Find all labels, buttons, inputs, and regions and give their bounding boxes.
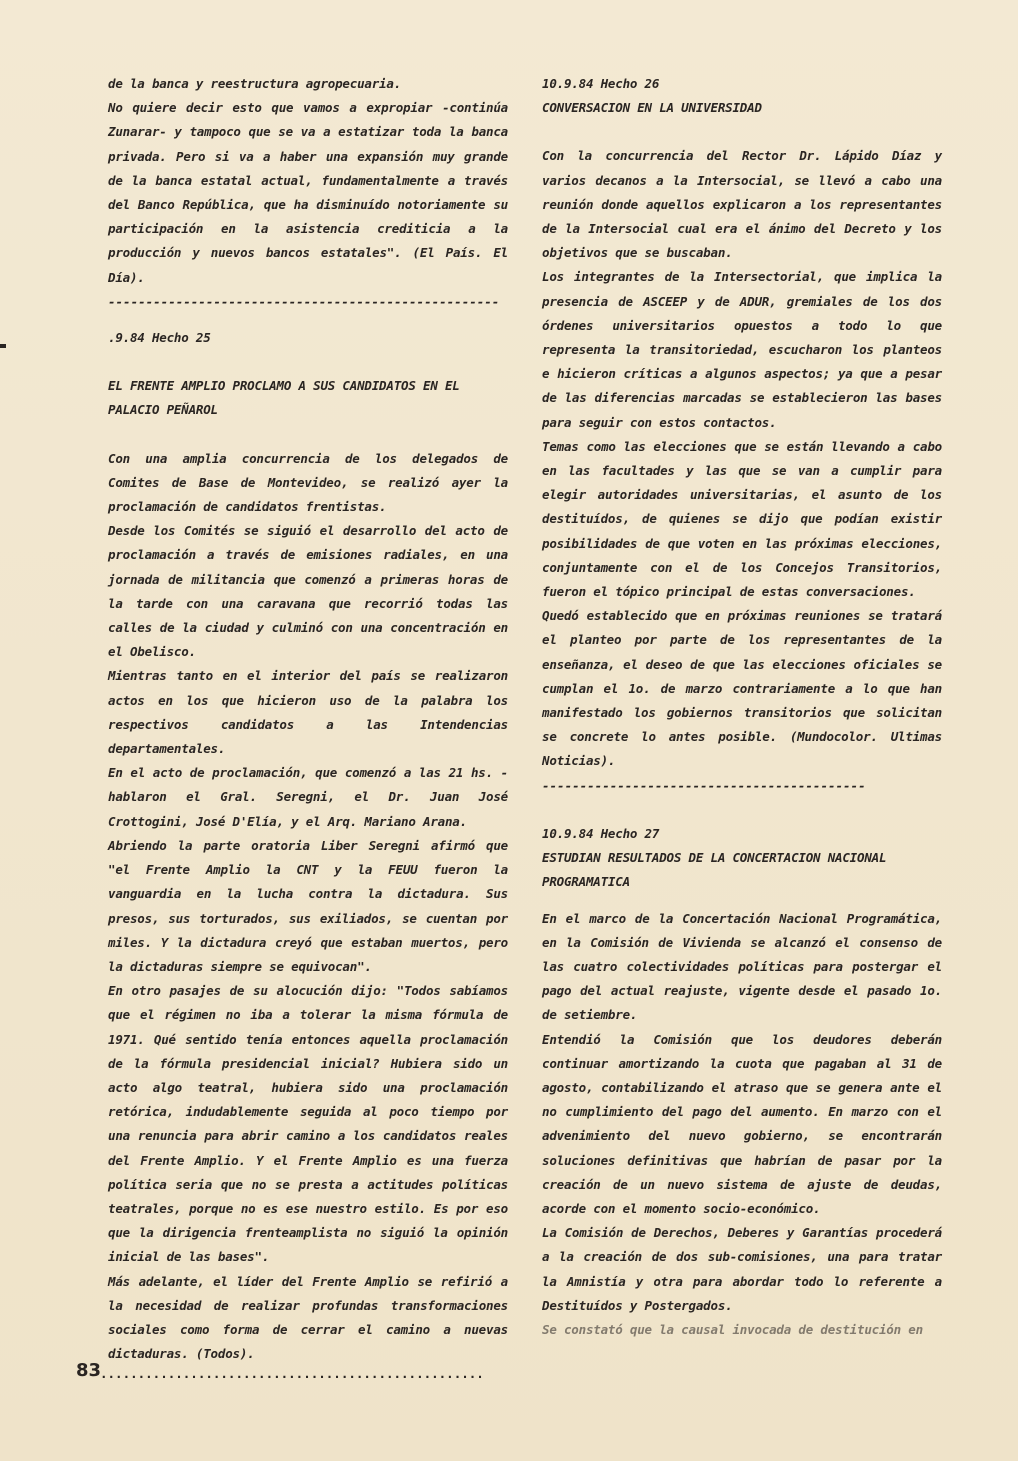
paragraph: Desde los Comités se siguió el desarrollo del acto de proclamación a través de emisiones radiales, en una jornada de militancia que comenzó a primeras horas de la tarde con una caravana que recorrió todas las calles de la ciudad y culminó con una concentración en el Obelisco. (108, 523, 508, 660)
paragraph: Con la concurrencia del Rector Dr. Lápido Díaz y varios decanos a la Intersocial, se llevó a cabo una reunión donde aquellos explicaron a los representantes de la Intersocial cual era el ánimo del Decreto y los objetivos que se buscaban. (542, 148, 942, 261)
left-column (108, 72, 508, 1366)
article-date: .9.84 Hecho 25 (108, 330, 211, 346)
cut-off-line: Se constató que la causal invocada de destitución en (542, 1321, 923, 1337)
article-hecho-25 (108, 326, 508, 1366)
paragraph: Quedó establecido que en próximas reuniones se tratará el planteo por parte de los representantes de la enseñanza, el deseo de que las elecciones oficiales se cumplan el 1o. de marzo contrariamente a lo que han manifestado los gobiernos transitorios que solicitan se concrete lo antes posible. (Mundocolor. Ultimas Noticias). (542, 608, 942, 769)
paragraph: Los integrantes de la Intersectorial, que implica la presencia de ASCEEP y de ADUR, gremiales de los dos órdenes universitarios opuestos a todo lo que representa la transitoriedad, escucharon los planteos e hicieron críticas a algunos aspectos; ya que a pesar de las diferencias marcadas se establecieron las bases para seguir con estos contactos. (542, 269, 942, 430)
article-hecho-27 (542, 822, 942, 1342)
separator-rule: ------------------------------------------- (542, 777, 866, 793)
right-column (542, 72, 942, 1342)
paragraph: No quiere decir esto que vamos a expropiar -continúa Zunarar- y tampoco que se va a estatizar toda la banca privada. Pero si va a haber una expansión muy grande de la banca estatal actual, fundamentalmente a través del Banco República, que ha disminuído notoriamente su participación en la asistencia crediticia a la producción y nuevos bancos estatales". (El País. El Día). (108, 100, 508, 285)
paragraph: Más adelante, el líder del Frente Amplio se refirió a la necesidad de realizar profundas transformaciones sociales como forma de cerrar el camino a nuevas dictaduras. (Todos). (108, 1273, 508, 1362)
article-continuation (108, 72, 508, 290)
footer-dotted-rule: ................................................... (100, 1366, 484, 1381)
paragraph: La Comisión de Derechos, Deberes y Garantías procederá a la creación de dos sub-comisiones, una para tratar la Amnistía y otra para abordar todo lo referente a Destituídos y Postergados. (542, 1225, 942, 1313)
paragraph: Temas como las elecciones que se están llevando a cabo en las facultades y las que se van a cumplir para elegir autoridades universitarias, el asunto de los destituídos, de quienes se dijo que podían existir posibilidades de que voten en las próximas elecciones, conjuntamente con el de los Concejos Transitorios, fueron el tópico principal de estas conversaciones. (542, 438, 942, 600)
separator-rule: ---------------------------------------------------- (108, 293, 500, 309)
paragraph: En el acto de proclamación, que comenzó a las 21 hs. -hablaron el Gral. Seregni, el Dr. Juan José Crottogini, José D'Elía, y el Arq. Mariano Arana. (108, 765, 508, 829)
page-number: 83 (76, 1360, 102, 1381)
paragraph: Mientras tanto en el interior del país se realizaron actos en los que hicieron uso de la palabra los respectivos candidatos a las Intendencias departamentales. (108, 668, 508, 757)
paragraph: En el marco de la Concertación Nacional Programática, en la Comisión de Vivienda se alcanzó el consenso de las cuatro colectividades políticas para postergar el pago del actual reajuste, vigente desde el pasado 1o. de setiembre. (542, 910, 942, 1023)
paragraph: En otro pasajes de su alocución dijo: "Todos sabíamos que el régimen no iba a tolerar la misma fórmula de 1971. Qué sentido tenía entonces aquella proclamación de la fórmula presidencial inicial? Hubiera sido un acto algo teatral, hubiera sido una proclamación retórica, indudablemente seguida al poco tiempo por una renuncia para abrir camino a los candidatos reales del Frente Amplio. Y el Frente Amplio es una fuerza política seria que no se presta a actitudes políticas teatrales, porque no es ese nuestro estilo. Es por eso que la dirigencia frenteamplista no siguió la opinión inicial de las bases". (108, 983, 508, 1265)
article-hecho-26 (542, 72, 942, 774)
article-title: ESTUDIAN RESULTADOS DE LA CONCERTACION NACIONAL PROGRAMATICA (542, 850, 887, 890)
punch-mark (0, 344, 6, 348)
paragraph: Entendió la Comisión que los deudores deberán continuar amortizando la cuota que pagaban al 31 de agosto, contabilizando el atraso que se genera ante el no cumplimiento del pago del aumento. En marzo con el advenimiento del nuevo gobierno, se encontrarán soluciones definitivas que habrían de pasar por la creación de un nuevo sistema de ajuste de deudas, acorde con el momento socio-económico. (542, 1031, 942, 1216)
article-title: CONVERSACION EN LA UNIVERSIDAD (542, 100, 762, 116)
paragraph: de la banca y reestructura agropecuaria. (108, 76, 402, 91)
article-date: 10.9.84 Hecho 26 (542, 76, 660, 91)
paragraph: Abriendo la parte oratoria Liber Seregni afirmó que "el Frente Amplio la CNT y la FEUU fueron la vanguardia en la lucha contra la dictadura. Sus presos, sus torturados, sus exiliados, se cuentan por miles. Y la dictadura creyó que estaban muertos, pero la dictaduras siempre se equivocan". (108, 837, 508, 974)
article-title: EL FRENTE AMPLIO PROCLAMO A SUS CANDIDATOS EN EL PALACIO PEÑAROL (108, 378, 460, 418)
article-date: 10.9.84 Hecho 27 (542, 825, 660, 841)
paragraph: Con una amplia concurrencia de los delegados de Comites de Base de Montevideo, se realizó ayer la proclamación de candidatos frentistas. (108, 450, 508, 515)
